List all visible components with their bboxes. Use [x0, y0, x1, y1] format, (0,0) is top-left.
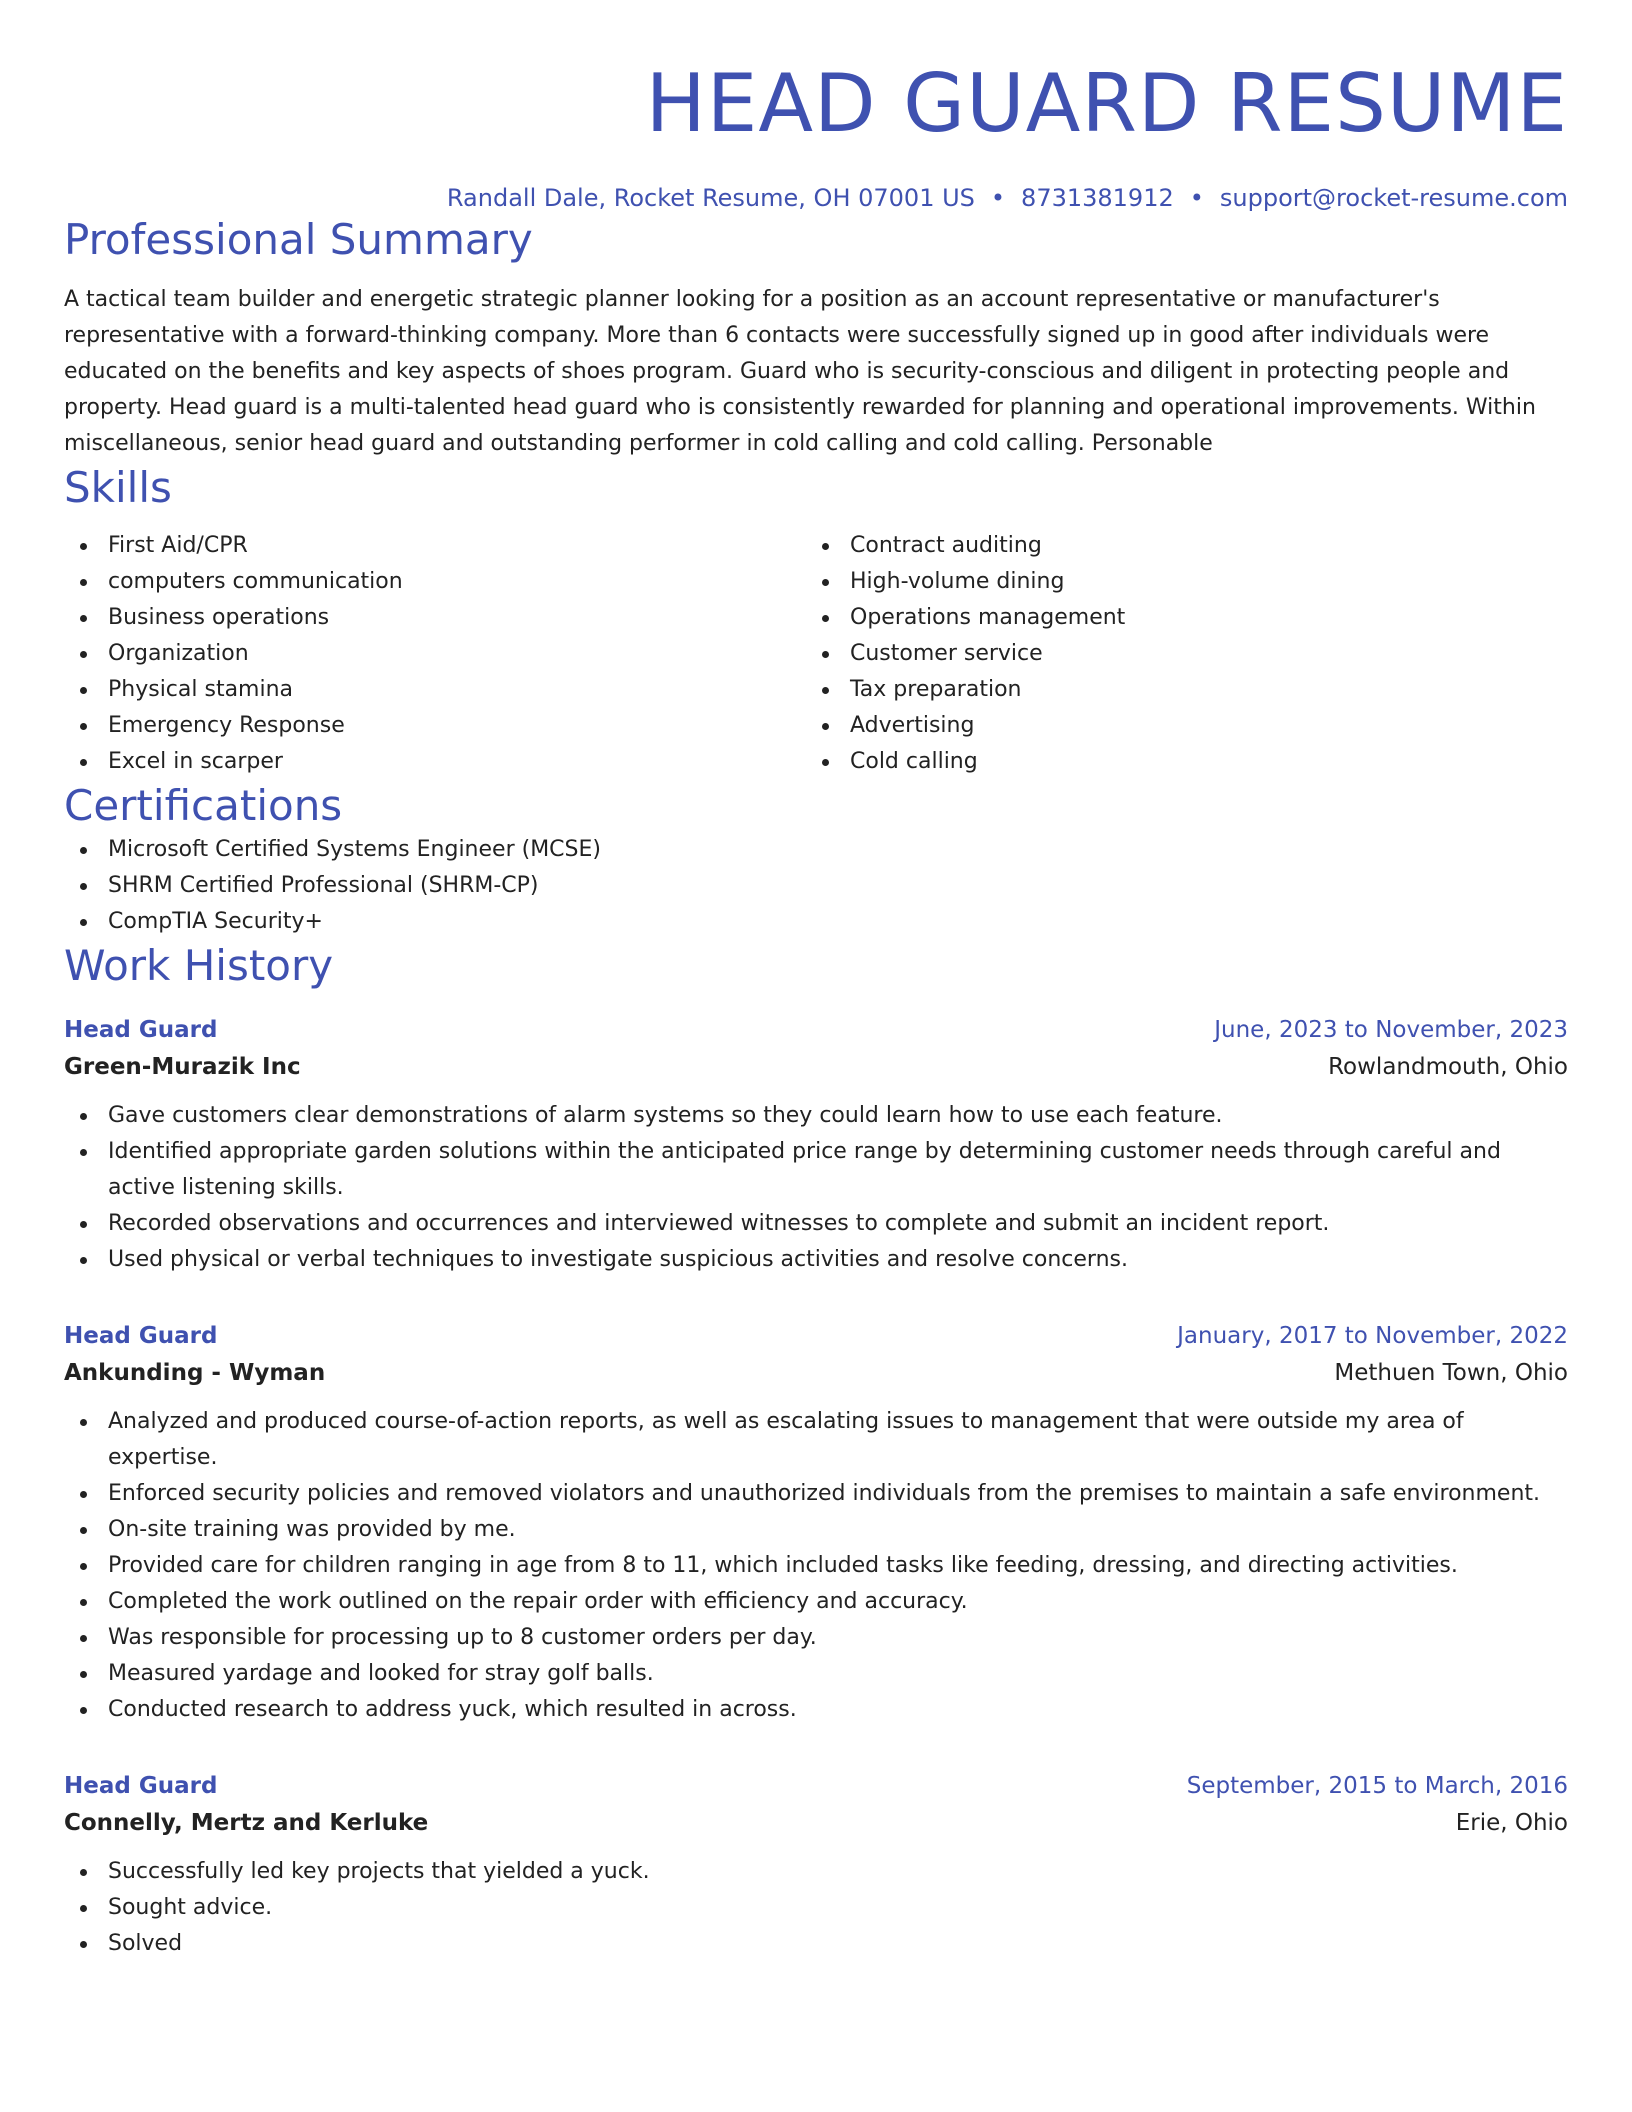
certifications-heading: Certifications	[64, 781, 343, 830]
skill-item	[806, 636, 1548, 672]
job-bullet-text: Successfully led key projects that yielded a yuck.	[108, 1859, 650, 1884]
job-location: Erie, Ohio	[1455, 1810, 1568, 1836]
job-location: Rowlandmouth, Ohio	[1328, 1054, 1568, 1080]
bullet-dot-icon	[80, 579, 87, 586]
skill-item	[64, 708, 806, 744]
job-bullet-text: Measured yardage and looked for stray golf balls.	[108, 1661, 654, 1686]
bullet-dot-icon	[80, 615, 87, 622]
skill-item-text: High-volume dining	[850, 569, 1065, 594]
bullet-dot-icon	[822, 579, 829, 586]
contact-separator: •	[990, 184, 1006, 212]
bullet-dot-icon	[80, 1707, 87, 1714]
job-bullet	[64, 1890, 1568, 1926]
summary-text: A tactical team builder and energetic strategic planner looking for a position as an account representative or manufacturer's representative with a forward-thinking company. More than 6 contacts were successfully signed up in good after individuals were educated on the benefits and key aspects of shoes program. Guard who is security-conscious and diligent in protecting people and property. Head guard is a multi-talented head guard who is consistently rewarded for planning and operational improvements. Within miscellaneous, senior head guard and outstanding performer in cold calling and cold calling. Personable	[64, 287, 1536, 456]
certifications-list	[64, 832, 1568, 940]
skill-item	[806, 600, 1548, 636]
job-title-row	[64, 1318, 1568, 1354]
skill-item-text: Organization	[108, 641, 249, 666]
skills-list-left	[64, 528, 806, 780]
job-bullet-text: Sought advice.	[108, 1895, 273, 1920]
job-bullet	[64, 1134, 1568, 1206]
skill-item-text: Tax preparation	[850, 677, 1022, 702]
job-bullet	[64, 1206, 1568, 1242]
summary-heading: Professional Summary	[64, 215, 533, 264]
bullet-dot-icon	[822, 543, 829, 550]
bullet-dot-icon	[80, 723, 87, 730]
job-bullet-text: Gave customers clear demonstrations of alarm systems so they could learn how to use each feature.	[108, 1103, 1223, 1128]
bullet-dot-icon	[80, 543, 87, 550]
skill-item-text: First Aid/CPR	[108, 533, 248, 558]
work-history-heading: Work History	[64, 941, 334, 990]
bullet-dot-icon	[80, 651, 87, 658]
job-entry	[64, 1768, 1568, 1962]
job-bullet	[64, 1692, 1568, 1728]
job-bullet-text: Was responsible for processing up to 8 customer orders per day.	[108, 1625, 817, 1650]
bullet-dot-icon	[80, 1149, 87, 1156]
job-bullet	[64, 1476, 1568, 1512]
job-bullet	[64, 1512, 1568, 1548]
bullet-dot-icon	[80, 687, 87, 694]
skill-item-text: Contract auditing	[850, 533, 1042, 558]
job-dates: January, 2017 to November, 2022	[1177, 1323, 1568, 1349]
job-bullet-text: Provided care for children ranging in age from 8 to 11, which included tasks like feeding, dressing, and directing activities.	[108, 1553, 1458, 1578]
job-company-row	[64, 1354, 1568, 1392]
job-company-row	[64, 1048, 1568, 1086]
bullet-dot-icon	[80, 759, 87, 766]
certification-item	[64, 868, 1568, 904]
bullet-dot-icon	[80, 847, 87, 854]
bullet-dot-icon	[80, 1491, 87, 1498]
job-dates: September, 2015 to March, 2016	[1186, 1773, 1568, 1799]
bullet-dot-icon	[80, 883, 87, 890]
resume-title: HEAD GUARD RESUME	[645, 57, 1568, 150]
certification-item	[64, 832, 1568, 868]
job-bullet-text: Identified appropriate garden solutions within the anticipated price range by determining customer needs through careful and active listening skills.	[108, 1139, 1501, 1200]
job-company: Green-Murazik Inc	[64, 1054, 301, 1080]
skill-item	[806, 528, 1548, 564]
job-bullet	[64, 1926, 1568, 1962]
skill-item	[64, 744, 806, 780]
job-bullet-text: Enforced security policies and removed violators and unauthorized individuals from the premises to maintain a safe environment.	[108, 1481, 1541, 1506]
bullet-dot-icon	[822, 723, 829, 730]
job-title: Head Guard	[64, 1773, 218, 1799]
job-bullet-text: Used physical or verbal techniques to investigate suspicious activities and resolve concerns.	[108, 1247, 1128, 1272]
job-bullet-list	[64, 1098, 1568, 1278]
job-bullet	[64, 1854, 1568, 1890]
skill-item-text: Cold calling	[850, 749, 978, 774]
job-dates: June, 2023 to November, 2023	[1214, 1017, 1568, 1043]
bullet-dot-icon	[80, 1869, 87, 1876]
job-company-row	[64, 1804, 1568, 1842]
contact-separator: •	[1189, 184, 1204, 212]
skill-item-text: computers communication	[108, 569, 403, 594]
job-title-row	[64, 1012, 1568, 1048]
skill-item-text: Business operations	[108, 605, 330, 630]
job-bullet	[64, 1656, 1568, 1692]
skill-item-text: Emergency Response	[108, 713, 345, 738]
bullet-dot-icon	[80, 1635, 87, 1642]
skills-column-left	[64, 528, 806, 780]
bullet-dot-icon	[80, 1599, 87, 1606]
skills-column-right	[806, 528, 1548, 780]
skill-item	[806, 672, 1548, 708]
job-company: Ankunding - Wyman	[64, 1360, 326, 1386]
certification-item-text: Microsoft Certified Systems Engineer (MCSE)	[108, 837, 601, 862]
bullet-dot-icon	[822, 759, 829, 766]
bullet-dot-icon	[80, 919, 87, 926]
contact-address: Randall Dale, Rocket Resume, OH 07001 US	[446, 184, 975, 212]
job-bullet	[64, 1404, 1568, 1476]
job-entry	[64, 1318, 1568, 1728]
job-entry	[64, 1012, 1568, 1278]
certification-item-text: CompTIA Security+	[108, 909, 323, 934]
job-bullet-text: Analyzed and produced course-of-action reports, as well as escalating issues to management that were outside my area of expertise.	[108, 1409, 1464, 1470]
contact-line	[64, 182, 1568, 214]
skill-item	[64, 564, 806, 600]
skills-heading: Skills	[64, 463, 172, 512]
skill-item-text: Customer service	[850, 641, 1043, 666]
certification-item	[64, 904, 1568, 940]
job-bullet	[64, 1242, 1568, 1278]
skill-item	[806, 564, 1548, 600]
job-title: Head Guard	[64, 1017, 218, 1043]
skills-list-right	[806, 528, 1548, 780]
contact-email: support@rocket-resume.com	[1219, 184, 1568, 212]
skill-item	[64, 600, 806, 636]
job-bullet	[64, 1098, 1568, 1134]
job-bullet	[64, 1548, 1568, 1584]
skill-item-text: Excel in scarper	[108, 749, 283, 774]
job-location: Methuen Town, Ohio	[1334, 1360, 1568, 1386]
bullet-dot-icon	[822, 615, 829, 622]
bullet-dot-icon	[80, 1257, 87, 1264]
job-bullet-list	[64, 1854, 1568, 1962]
bullet-dot-icon	[80, 1527, 87, 1534]
bullet-dot-icon	[80, 1941, 87, 1948]
work-history-list	[64, 1012, 1568, 1962]
skill-item	[64, 528, 806, 564]
job-bullet-text: Conducted research to address yuck, which resulted in across.	[108, 1697, 797, 1722]
skill-item	[64, 636, 806, 672]
job-bullet-text: On-site training was provided by me.	[108, 1517, 516, 1542]
job-company: Connelly, Mertz and Kerluke	[64, 1810, 429, 1836]
bullet-dot-icon	[80, 1419, 87, 1426]
bullet-dot-icon	[80, 1905, 87, 1912]
contact-phone: 8731381912	[1021, 184, 1174, 212]
bullet-dot-icon	[822, 651, 829, 658]
skill-item	[64, 672, 806, 708]
skill-item-text: Advertising	[850, 713, 975, 738]
job-bullet-text: Completed the work outlined on the repair order with efficiency and accuracy.	[108, 1589, 968, 1614]
job-bullet-text: Solved	[108, 1931, 183, 1956]
bullet-dot-icon	[80, 1563, 87, 1570]
bullet-dot-icon	[822, 687, 829, 694]
resume-page	[64, 0, 1568, 1962]
job-bullet	[64, 1584, 1568, 1620]
certification-item-text: SHRM Certified Professional (SHRM-CP)	[108, 873, 539, 898]
job-bullet-list	[64, 1404, 1568, 1728]
skill-item	[806, 708, 1548, 744]
job-bullet-text: Recorded observations and occurrences and interviewed witnesses to complete and submit an incident report.	[108, 1211, 1330, 1236]
job-title-row	[64, 1768, 1568, 1804]
skill-item-text: Operations management	[850, 605, 1126, 630]
bullet-dot-icon	[80, 1221, 87, 1228]
job-bullet	[64, 1620, 1568, 1656]
job-title: Head Guard	[64, 1323, 218, 1349]
bullet-dot-icon	[80, 1113, 87, 1120]
skills-grid	[64, 528, 1568, 780]
skill-item	[806, 744, 1548, 780]
skill-item-text: Physical stamina	[108, 677, 294, 702]
bullet-dot-icon	[80, 1671, 87, 1678]
